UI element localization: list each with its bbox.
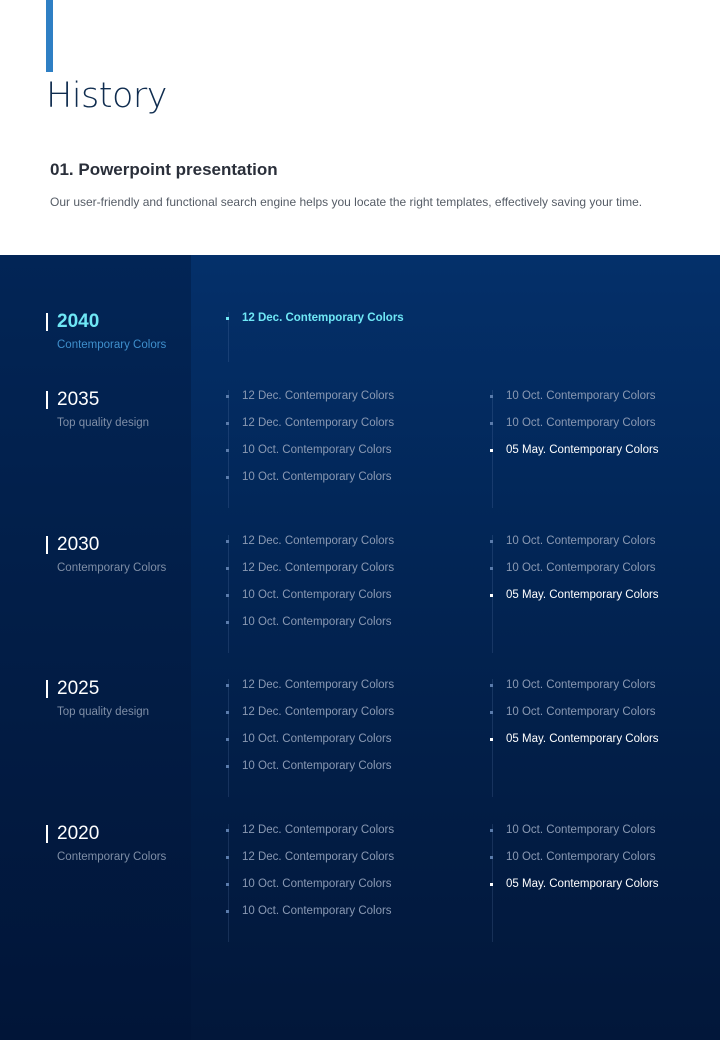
event-text: 10 Oct. Contemporary Colors [242, 444, 392, 456]
accent-bar [46, 0, 53, 72]
event-text: 10 Oct. Contemporary Colors [242, 905, 392, 917]
event-text: 10 Oct. Contemporary Colors [242, 471, 392, 483]
event-text: 10 Oct. Contemporary Colors [242, 616, 392, 628]
bullet-icon [490, 540, 493, 543]
event-text: 12 Dec. Contemporary Colors [242, 312, 404, 324]
event-text: 10 Oct. Contemporary Colors [242, 760, 392, 772]
bullet-icon [226, 829, 229, 832]
event-text: 10 Oct. Contemporary Colors [506, 390, 656, 402]
year-subtitle: Contemporary Colors [57, 851, 167, 863]
event-text: 12 Dec. Contemporary Colors [242, 562, 395, 574]
event-text: 12 Dec. Contemporary Colors [242, 679, 395, 691]
bullet-icon [226, 449, 229, 452]
page-title: History [46, 76, 168, 116]
bullet-icon [226, 738, 229, 741]
event-text: 10 Oct. Contemporary Colors [242, 589, 392, 601]
bullet-icon [226, 856, 229, 859]
bullet-icon [490, 856, 493, 859]
bullet-icon [226, 317, 229, 320]
event-text: 10 Oct. Contemporary Colors [506, 824, 656, 836]
event-text: 12 Dec. Contemporary Colors [242, 851, 395, 863]
event-text: 05 May. Contemporary Colors [506, 878, 659, 890]
bullet-icon [490, 395, 493, 398]
bullet-icon [226, 621, 229, 624]
bullet-icon [226, 765, 229, 768]
year-marker-bar [46, 680, 48, 698]
year-label: 2035 [57, 389, 100, 410]
year-subtitle: Contemporary Colors [57, 562, 167, 574]
year-marker-bar [46, 536, 48, 554]
header-section [0, 0, 720, 255]
bullet-icon [226, 910, 229, 913]
bullet-icon [490, 422, 493, 425]
bullet-icon [490, 684, 493, 687]
event-text: 12 Dec. Contemporary Colors [242, 417, 395, 429]
year-label: 2020 [57, 823, 100, 844]
bullet-icon [226, 567, 229, 570]
section-heading: 01. Powerpoint presentation [50, 160, 278, 179]
timeline-year-column [0, 255, 191, 1040]
bullet-icon [226, 395, 229, 398]
bullet-icon [490, 883, 493, 886]
bullet-icon [226, 883, 229, 886]
bullet-icon [226, 422, 229, 425]
year-label: 2040 [57, 311, 100, 332]
event-text: 05 May. Contemporary Colors [506, 589, 659, 601]
timeline-panel [0, 255, 720, 1040]
bullet-icon [226, 594, 229, 597]
year-label: 2030 [57, 534, 100, 555]
event-text: 10 Oct. Contemporary Colors [506, 679, 656, 691]
bullet-icon [490, 711, 493, 714]
bullet-icon [490, 738, 493, 741]
event-text: 10 Oct. Contemporary Colors [506, 535, 656, 547]
event-text: 10 Oct. Contemporary Colors [242, 878, 392, 890]
event-text: 12 Dec. Contemporary Colors [242, 824, 395, 836]
event-text: 12 Dec. Contemporary Colors [242, 390, 395, 402]
event-text: 10 Oct. Contemporary Colors [506, 851, 656, 863]
bullet-icon [226, 476, 229, 479]
event-text: 12 Dec. Contemporary Colors [242, 535, 395, 547]
year-subtitle: Top quality design [57, 417, 150, 429]
event-text: 05 May. Contemporary Colors [506, 444, 659, 456]
section-description: Our user-friendly and functional search engine helps you locate the right templates, effectively saving your time. [50, 195, 643, 209]
bullet-icon [490, 567, 493, 570]
bullet-icon [226, 540, 229, 543]
year-subtitle: Contemporary Colors [57, 339, 167, 351]
year-marker-bar [46, 391, 48, 409]
event-text: 10 Oct. Contemporary Colors [506, 417, 656, 429]
bullet-icon [490, 594, 493, 597]
event-text: 10 Oct. Contemporary Colors [506, 562, 656, 574]
bullet-icon [226, 711, 229, 714]
event-text: 10 Oct. Contemporary Colors [506, 706, 656, 718]
year-subtitle: Top quality design [57, 706, 150, 718]
event-text: 10 Oct. Contemporary Colors [242, 733, 392, 745]
bullet-icon [490, 449, 493, 452]
bullet-icon [490, 829, 493, 832]
year-label: 2025 [57, 678, 100, 699]
year-marker-bar [46, 313, 48, 331]
event-text: 05 May. Contemporary Colors [506, 733, 659, 745]
bullet-icon [226, 684, 229, 687]
year-marker-bar [46, 825, 48, 843]
event-text: 12 Dec. Contemporary Colors [242, 706, 395, 718]
